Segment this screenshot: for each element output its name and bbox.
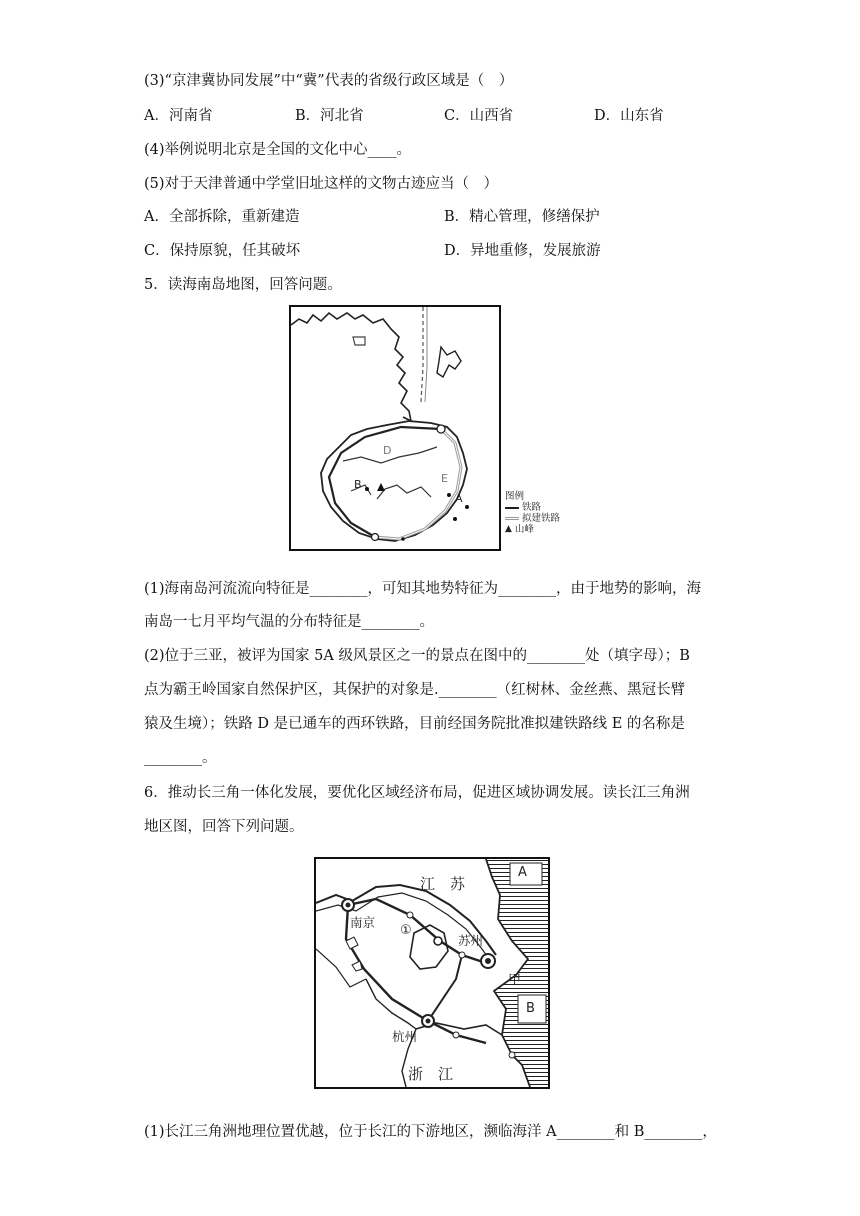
map-legend [505, 491, 560, 535]
q5-option-b: B．精心管理，修缮保护 [444, 209, 600, 225]
problem5-sub1-line1: (1)海南岛河流流向特征是________，可知其地势特征为________，由于地势的影响，海 [144, 581, 702, 597]
planned-railway-legend-swatch [505, 517, 519, 520]
problem5-sub1-line2: 南岛一七月平均气温的分布特征是________。 [144, 614, 434, 630]
label-sea-a: A [518, 865, 527, 880]
q3-option-c: C．山西省 [444, 108, 514, 124]
label-nanjing: 南京 [350, 915, 376, 930]
problem5-sub2-line1: (2)位于三亚，被评为国家 5A 级风景区之一的景点在图中的________处（填字母）；B [144, 648, 690, 664]
q5-option-c: C．保持原貌，任其破坏 [144, 243, 301, 259]
q3-stem: (3)“京津冀协同发展”中“冀”代表的省级行政区域是（ ） [144, 73, 514, 89]
label-zhejiang: 浙 江 [408, 1065, 454, 1083]
label-suzhou: 苏州 [458, 933, 484, 948]
map-label-d: D [383, 444, 392, 457]
label-circle-1: ① [400, 923, 412, 938]
label-jia: 甲 [508, 973, 522, 988]
q5-option-a: A．全部拆除，重新建造 [144, 209, 300, 225]
legend-title: 图例 [505, 491, 525, 502]
problem6-sub1: (1)长江三角洲地理位置优越，位于长江的下游地区，濒临海洋 A________和 B________， [144, 1124, 717, 1140]
legend-item-peak: 山峰 [514, 524, 534, 535]
railway-legend-swatch [505, 507, 519, 509]
problem6-title-line1: 6．推动长三角一体化发展，要优化区域经济布局，促进区域协调发展。读长江三角洲 [144, 785, 690, 801]
q4-stem: (4)举例说明北京是全国的文化中心____。 [144, 142, 412, 158]
problem5-sub2-line4: ________。 [144, 750, 217, 766]
q5-stem: (5)对于天津普通中学堂旧址这样的文物古迹应当（ ） [144, 176, 499, 192]
hainan-map-drawing [291, 307, 499, 549]
legend-item-planned-railway: 拟建铁路 [522, 513, 561, 524]
label-sea-b: B [526, 1001, 535, 1016]
q3-option-b: B．河北省 [295, 108, 364, 124]
problem6-title-line2: 地区图，回答下列问题。 [144, 819, 304, 835]
map-label-b: B [354, 478, 362, 491]
peak-icon: ▲ [505, 524, 512, 534]
yangtze-delta-map [314, 857, 550, 1089]
hainan-map [289, 305, 501, 551]
label-hangzhou: 杭州 [392, 1029, 418, 1044]
label-jiangsu: 江 苏 [420, 875, 466, 893]
q5-option-d: D．异地重修，发展旅游 [444, 243, 601, 259]
problem5-sub2-line3: 猿及生境）；铁路 D 是已通车的西环铁路，目前经国务院批准拟建铁路线 E 的名称是 [144, 716, 685, 732]
problem5-sub2-line2: 点为霸王岭国家自然保护区，其保护的对象是.________（红树林、金丝燕、黑冠长臂 [144, 682, 686, 698]
q3-option-d: D．山东省 [594, 108, 664, 124]
q3-option-a: A．河南省 [144, 108, 213, 124]
map-label-e: E [441, 472, 448, 485]
legend-item-railway: 铁路 [522, 502, 542, 513]
map-label-a: A [455, 492, 463, 505]
problem5-title: 5．读海南岛地图，回答问题。 [144, 277, 342, 293]
